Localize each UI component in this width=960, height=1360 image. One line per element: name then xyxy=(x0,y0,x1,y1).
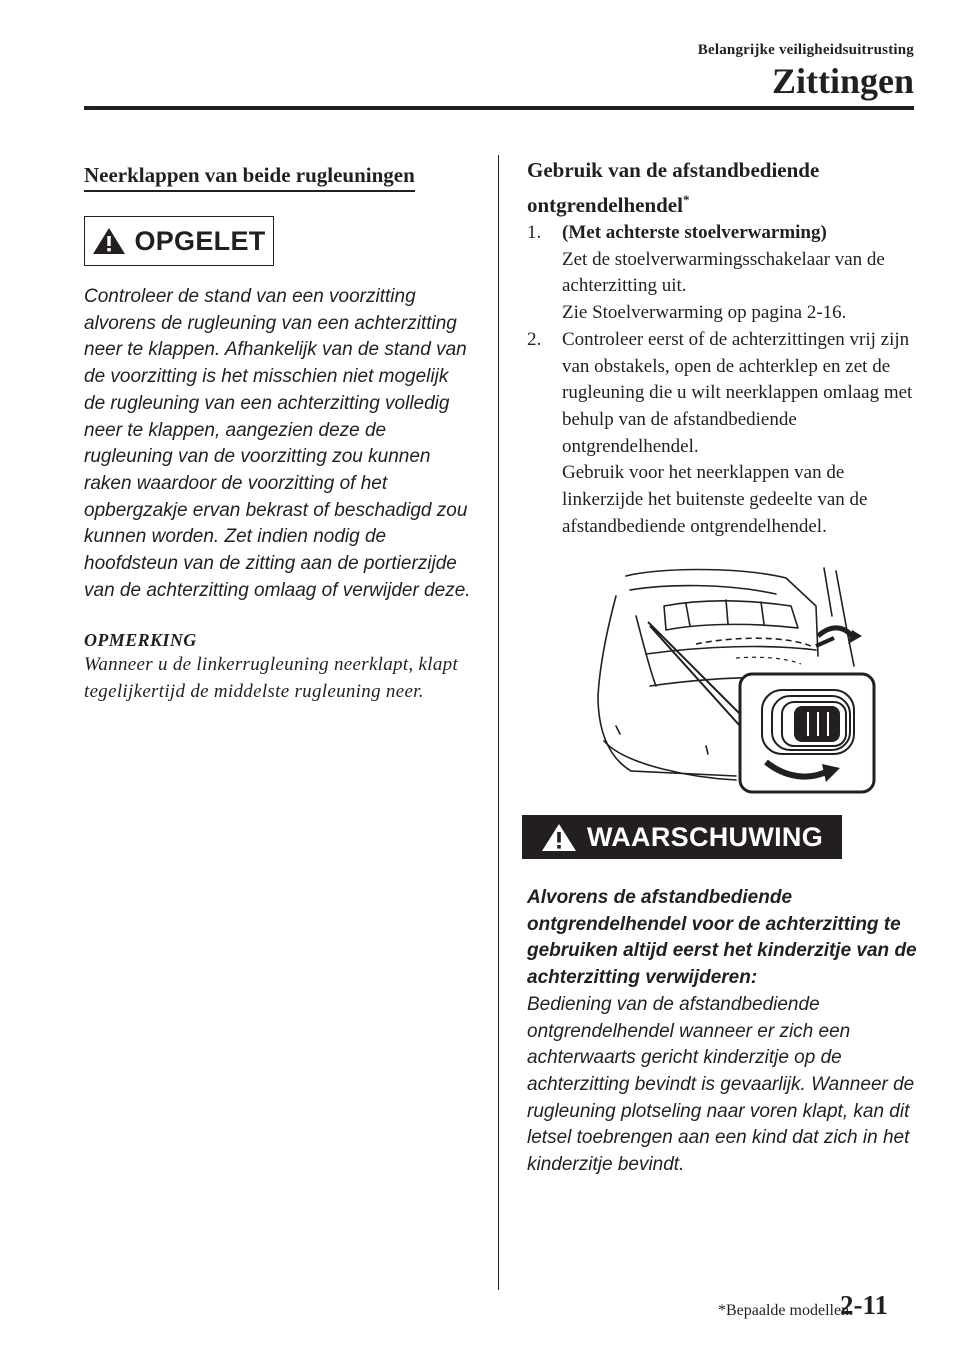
left-heading: Neerklappen van beide rugleuningen xyxy=(84,162,415,192)
note-block xyxy=(84,628,474,705)
footnote-marker: * xyxy=(682,192,690,207)
right-heading xyxy=(527,155,917,220)
section-subtitle: Belangrijke veiligheidsuitrusting xyxy=(697,42,914,58)
warning-badge xyxy=(522,815,842,859)
step-text-2: Gebruik voor het neerklappen van de linkerzijde het buitenste gedeelte van de afstandbediende ontgrendelhendel. xyxy=(562,462,868,537)
step-1 xyxy=(527,220,917,327)
section-title: Zittingen xyxy=(771,61,914,101)
warning-triangle-icon xyxy=(92,226,126,256)
caution-badge xyxy=(84,216,274,266)
warning-lead: Alvorens de afstandbediende ontgrendelhendel voor de achterzitting te gebruiken altijd eerst het kinderzitje van de achterzitting verwijderen: xyxy=(527,887,917,989)
warning-text: Bediening van de afstandbediende ontgrendelhendel wanneer er zich een achterwaarts gericht kinderzitje op de achterzitting bevindt is gevaarlijk. Wanneer de rugleuning plotseling naar voren klapt, kan dit letsel toebrengen aan een kind dat zich in het kinderzitje bevindt. xyxy=(527,993,915,1176)
page-number: 2-11 xyxy=(840,1290,889,1320)
column-divider xyxy=(498,155,499,1290)
header-rule xyxy=(84,106,914,110)
note-title: OPMERKING xyxy=(84,630,197,651)
warning-triangle-icon xyxy=(541,822,577,853)
right-heading-text: Gebruik van de afstandbediende ontgrendelhendel xyxy=(527,158,820,217)
caution-body: Controleer de stand van een voorzitting alvorens de rugleuning van een achterzitting neer te klappen. Afhankelijk van de stand van de voorzitting is het misschien niet mogelijk de rugleuning van een achterzitting volledig neer te klappen, aangezien deze de rugleuning van de voorzitting zou kunnen raken waardoor de voorzitting of het opbergzakje ervan bekrast of beschadigd zou kunnen worden. Zet indien nodig de hoofdsteun van de zitting aan de portierzijde van de achterzitting omlaag of verwijder deze. xyxy=(84,286,471,601)
step-2 xyxy=(527,327,917,541)
warning-label: WAARSCHUWING xyxy=(586,821,824,852)
page-header xyxy=(698,42,914,101)
caution-label: OPGELET xyxy=(134,225,266,256)
footnote: *Bepaalde modellen. xyxy=(718,1302,854,1319)
warning-body xyxy=(527,885,922,1179)
left-column xyxy=(84,150,474,705)
step-reference: Zie Stoelverwarming op pagina 2-16. xyxy=(562,302,847,324)
step-condition: (Met achterste stoelverwarming) xyxy=(562,222,827,243)
step-text: Zet de stoelverwarmingsschakelaar van de achterzitting uit. xyxy=(562,248,885,297)
step-text: Controleer eerst of de achterzittingen vrij zijn van obstakels, open de achterklep en zet de rugleuning die u wilt neerklappen omlaag met behulp van de afstandbediende ontgrendelhendel. xyxy=(562,328,913,457)
note-text: Wanneer u de linkerrugleuning neerklapt, klapt tegelijkertijd de middelste rugleuning neer. xyxy=(84,654,459,702)
cargo-area-illustration xyxy=(586,566,886,798)
step-number: 2. xyxy=(527,328,542,350)
right-column xyxy=(527,155,917,540)
step-number: 1. xyxy=(527,222,542,243)
